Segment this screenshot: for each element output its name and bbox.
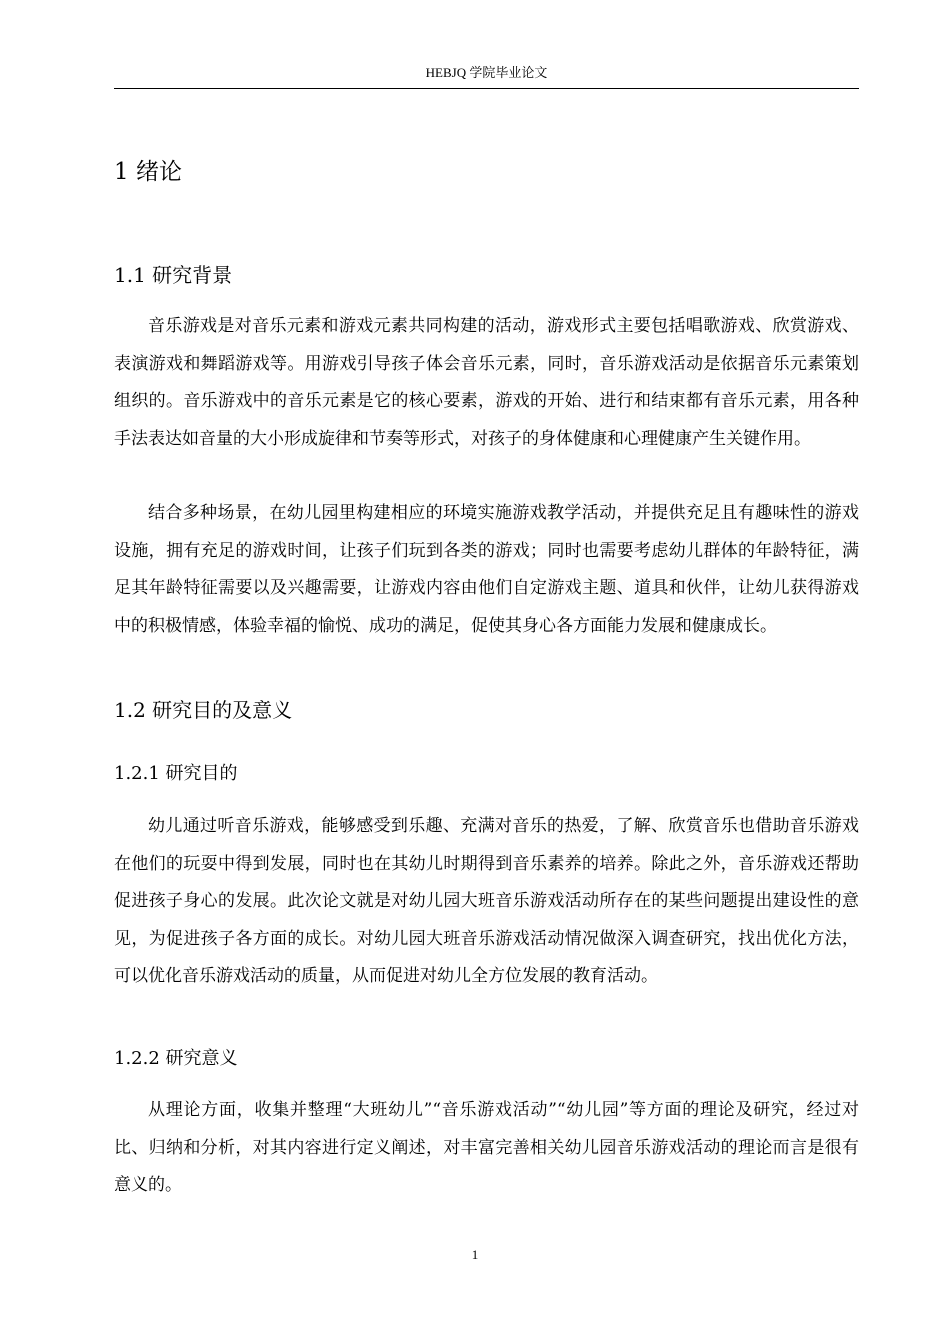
subsection-title-purpose: 1.2.1 研究目的 — [114, 763, 238, 784]
section-title-background: 1.1 研究背景 — [114, 263, 233, 287]
paragraph-background-2: 结合多种场景，在幼儿园里构建相应的环境实施游戏教学活动，并提供充足且有趣味性的游戏设施，拥有充足的游戏时间，让孩子们玩到各类的游戏；同时也需要考虑幼儿群体的年龄特征，满足其年龄特征需要以及兴趣需要，让游戏内容由他们自定游戏主题、道具和伙伴，让幼儿获得游戏中的积极情感，体验幸福的愉悦、成功的满足，促使其身心各方面能力发展和健康成长。 — [114, 503, 859, 636]
chapter-title: 1 绪论 — [114, 159, 182, 185]
page-number: 1 — [471, 1247, 479, 1262]
header-title: HEBJQ 学院毕业论文 — [425, 65, 548, 80]
page-header — [114, 58, 859, 89]
paragraph-background-1: 音乐游戏是对音乐元素和游戏元素共同构建的活动，游戏形式主要包括唱歌游戏、欣赏游戏、表演游戏和舞蹈游戏等。用游戏引导孩子体会音乐元素，同时，音乐游戏活动是依据音乐元素策划组织的。音乐游戏中的音乐元素是它的核心要素，游戏的开始、进行和结束都有音乐元素，用各种手法表达如音量的大小形成旋律和节奏等形式，对孩子的身体健康和心理健康产生关键作用。 — [114, 316, 859, 449]
subsection-title-significance: 1.2.2 研究意义 — [114, 1048, 238, 1069]
section-title-purpose-significance: 1.2 研究目的及意义 — [114, 698, 293, 722]
paragraph-purpose: 幼儿通过听音乐游戏，能够感受到乐趣、充满对音乐的热爱，了解、欣赏音乐也借助音乐游戏在他们的玩耍中得到发展，同时也在其幼儿时期得到音乐素养的培养。除此之外，音乐游戏还帮助促进孩子身心的发展。此次论文就是对幼儿园大班音乐游戏活动所存在的某些问题提出建设性的意见，为促进孩子各方面的成长。对幼儿园大班音乐游戏活动情况做深入调查研究，找出优化方法，可以优化音乐游戏活动的质量，从而促进对幼儿全方位发展的教育活动。 — [114, 816, 859, 987]
paragraph-significance: 从理论方面，收集并整理“大班幼儿”“音乐游戏活动”“幼儿园”等方面的理论及研究，经过对比、归纳和分析，对其内容进行定义阐述，对丰富完善相关幼儿园音乐游戏活动的理论而言是很有意义的。 — [114, 1100, 859, 1196]
